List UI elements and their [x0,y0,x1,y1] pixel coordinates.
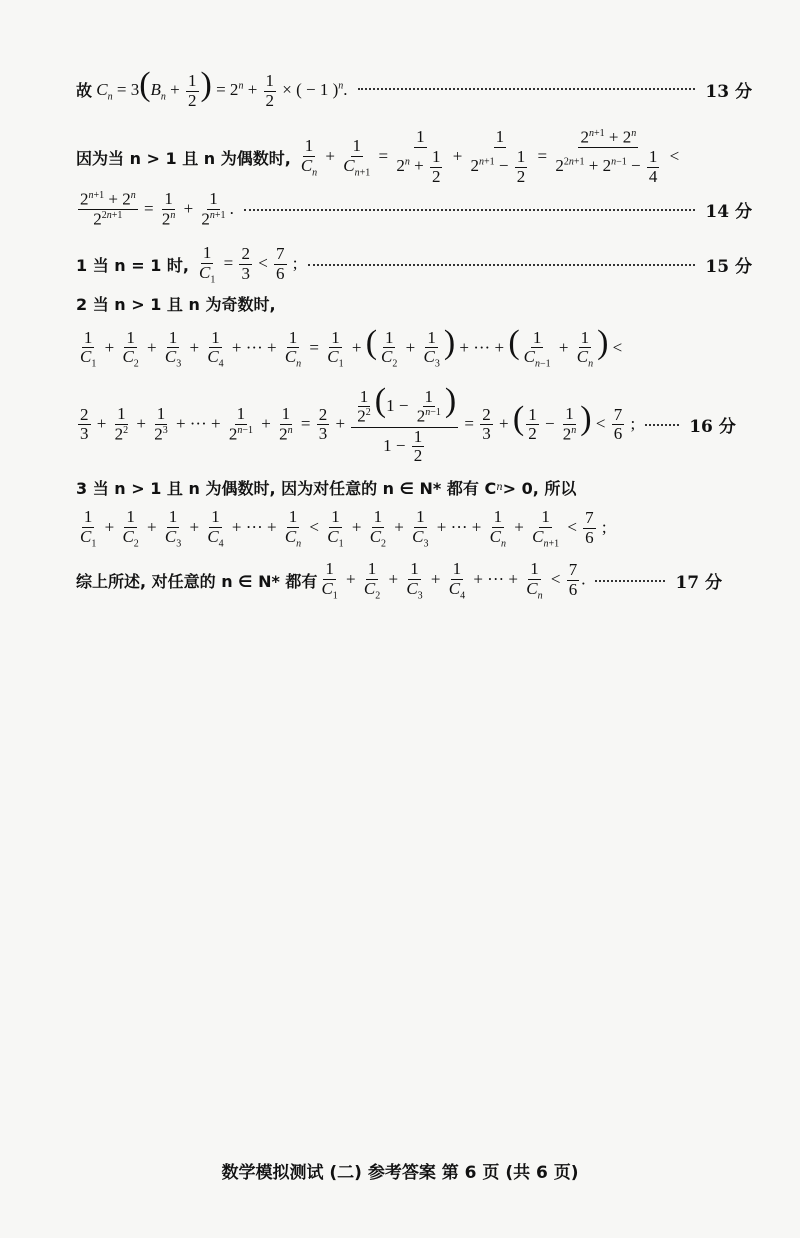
dotted-leader [308,264,696,266]
case-2-condition: 2 当 n > 1 且 n 为奇数时, [76,295,276,314]
dotted-leader [645,424,679,426]
score-14: 14 分 [705,202,752,223]
step-16-line-b [76,326,752,370]
case-1-condition: 1 当 n = 1 时, [76,256,189,276]
step-17-line-b [76,508,752,549]
score-15: 15 分 [705,257,752,278]
step-15-line [76,244,752,285]
step-16-formula-b: $\frac{1}{C_1}$ + $\frac{1}{C_2}$ + $\frac{1}{C_3}$ + $\frac{1}{C_4}$ + ··· + $\frac{1}{C_n}$ = $\frac{1}{C_1}$ + ( $\frac{1}{C_2}$ + $\frac{1}{C_3}$ ) + ··· + ( $\frac{1}{C_{n-1}}$ + $\frac{1}{C_n}$ ) < [80,324,623,370]
page-footer: 数学模拟测试 (二) 参考答案 第 6 页 (共 6 页) [221,1163,579,1183]
case-3-condition-tail: > 0, 所以 [502,479,577,498]
step-17-line-c [76,560,752,601]
case-3-condition: 3 当 n > 1 且 n 为偶数时, 因为对任意的 n ∈ N* 都有 C [76,479,497,498]
conclusion-formula: $\frac{1}{C_1}$ + $\frac{1}{C_2}$ + $\frac{1}{C_3}$ + $\frac{1}{C_4}$ + ··· + $\frac{1}{C_n}$ < $\frac{7}{6}$ . [321,559,586,602]
step-14-line-b [76,190,752,230]
step-16-formula-c: $\frac{2}{3}$ + $\frac{1}{2^2}$ + $\frac{1}{2^3}$ + ··· + $\frac{1}{2^{n-1}}$ + $\frac{1}{2^n}$ = $\frac{2}{3}$ + $\frac{1}{2^2}$ (1 − $\frac{1}{2^{n-1}}$ ) 1 − $\frac{1}{2}$ = $\frac{2}{3}$ + ( $\frac{1}{2}$ − $\frac{1}{2^n}$ ) < $\frac{7}{6}$ ; [80,382,636,466]
dotted-leader [244,209,696,211]
step-14-formula-a: $\frac{1}{C_n}$ + $\frac{1}{C_{n+1}}$ = 1 $2^n$ + $\frac{1}{2}$ + 1 $2^{n+1}$ − $\frac{1}{2}$ = $2^{n+1} + 2^n$ $2^{2n+1} + 2^{n-1}$ − $\frac{1}{4}$ < [300,127,680,187]
step-14-condition: 因为当 n > 1 且 n 为偶数时, [76,148,291,168]
score-17: 17 分 [675,573,723,594]
score-13: 13 分 [705,81,752,102]
step-17-condition-line: 3 当 n > 1 且 n 为偶数时, 因为对任意的 n ∈ N* 都有 C n > 0, 所以 [76,476,752,499]
dotted-leader [358,88,696,90]
score-16: 16 分 [689,417,736,438]
step-13-line [76,68,752,110]
dotted-leader [595,580,665,582]
step-13-prefix: 故 [76,80,93,100]
step-13-formula: $C_n = 3(B_n$ + $\frac{1}{2}$ ) = $2^n$ + $\frac{1}{2}$ × ( − 1 )$^n$. [96,66,348,110]
step-14-line-a [76,128,752,187]
step-17-formula-b: $\frac{1}{C_1}$ + $\frac{1}{C_2}$ + $\frac{1}{C_3}$ + $\frac{1}{C_4}$ + ··· + $\frac{1}{C_n}$ < $\frac{1}{C_1}$ + $\frac{1}{C_2}$ + $\frac{1}{C_3}$ + ··· + $\frac{1}{C_n}$ + $\frac{1}{C_{n+1}}$ < $\frac{7}{6}$ ; [80,507,607,550]
step-14-formula-b: $\frac{2^{n+1} + 2^n}{2^{2n+1}}$ = $\frac{1}{2^n}$ + $\frac{1}{2^{n+1}}$ . [80,189,234,229]
step-16-line-c [76,384,752,466]
step-16-condition-line [76,292,752,315]
step-15-formula: $\frac{1}{C_1}$ = $\frac{2}{3}$ < $\frac{7}{6}$ ; [199,243,298,286]
conclusion-text: 综上所述, 对任意的 n ∈ N* 都有 [76,572,318,592]
